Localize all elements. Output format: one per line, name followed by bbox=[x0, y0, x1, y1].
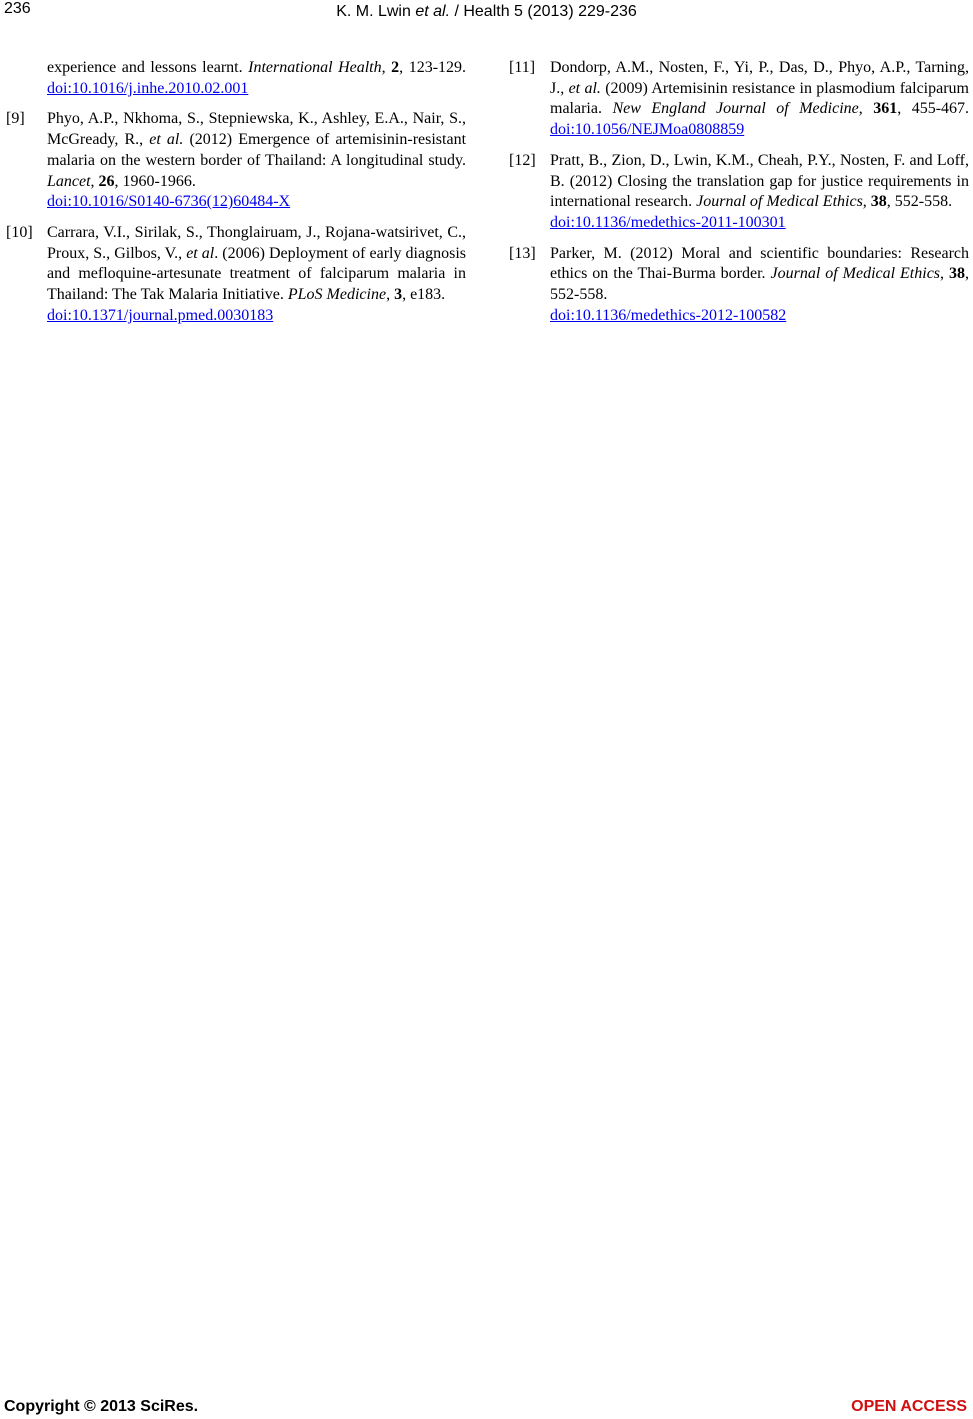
ref-text: Pratt, B., Zion, D., Lwin, K.M., Cheah, P.Y., Nosten, F. and Loff, B. (2012) Closing the translation gap for justice requirements in international research. bbox=[550, 151, 969, 211]
ref-sep: , bbox=[386, 286, 395, 304]
ref-journal: Journal of Medical Ethics bbox=[696, 193, 863, 211]
ref-number: [11] bbox=[509, 59, 536, 76]
ref-journal: Lancet bbox=[47, 172, 91, 190]
doi-link[interactable]: doi:10.1056/NEJMoa0808859 bbox=[550, 121, 745, 139]
reference-8-continuation bbox=[6, 58, 466, 99]
ref-title: (2012) Emergence of artemisinin-resistant malaria on the western border of Thailand: A longitudinal study. bbox=[47, 131, 467, 169]
ref-journal: New England Journal of Medicine bbox=[612, 100, 859, 118]
ref-number: [10] bbox=[6, 223, 33, 241]
doi-link[interactable]: doi:10.1016/j.inhe.2010.02.001 bbox=[47, 79, 249, 97]
references-left-column bbox=[6, 58, 466, 336]
doi-link[interactable]: doi:10.1136/medethics-2011-100301 bbox=[550, 213, 786, 231]
ref-journal: Journal of Medical Ethics bbox=[770, 265, 941, 283]
ref-authors: Carrara, V.I., Sirilak, S., Thonglairuam, J., Rojana-watsirivet, C., Proux, S., Gilbos, V., bbox=[47, 223, 466, 262]
doi-link[interactable]: doi:10.1136/medethics-2012-100582 bbox=[550, 306, 787, 324]
doi-link[interactable]: doi:10.1016/S0140-6736(12)60484-X bbox=[47, 193, 291, 211]
ref-pages: , e183. bbox=[402, 286, 446, 304]
doi-link[interactable]: doi:10.1371/journal.pmed.0030183 bbox=[47, 306, 274, 324]
ref-volume: 2 bbox=[391, 59, 400, 76]
ref-etal: et al bbox=[186, 244, 215, 262]
ref-title: (2009) Artemisinin resistance in plasmodium falciparum malaria. bbox=[550, 79, 969, 118]
reference-12 bbox=[509, 151, 969, 234]
header-journal: / Health 5 (2013) 229-236 bbox=[450, 3, 637, 20]
reference-11 bbox=[509, 58, 969, 141]
reference-10 bbox=[6, 223, 466, 327]
ref-authors: Phyo, A.P., Nkhoma, S., Stepniewska, K., Ashley, E.A., Nair, S., McGready, R., bbox=[47, 110, 466, 149]
ref-sep: , bbox=[381, 59, 392, 76]
ref-volume: 26 bbox=[98, 172, 115, 190]
ref-pages: , 552-558. bbox=[886, 193, 953, 211]
open-access-label: OPEN ACCESS bbox=[851, 1398, 967, 1415]
ref-authors: Dondorp, A.M., Nosten, F., Yi, P., Das, D., Phyo, A.P., Tarning, J., bbox=[550, 59, 969, 97]
ref-sep: , bbox=[862, 193, 871, 211]
copyright-notice: Copyright © 2013 SciRes. bbox=[4, 1398, 199, 1415]
ref-pages: , 455-467. bbox=[897, 100, 970, 118]
ref-journal: PLoS Medicine bbox=[287, 286, 387, 304]
references-right-column bbox=[509, 58, 969, 336]
reference-9 bbox=[6, 109, 466, 213]
ref-text: experience and lessons learnt. bbox=[47, 59, 249, 76]
ref-pages: , 552-558. bbox=[550, 265, 969, 304]
running-header bbox=[0, 3, 973, 21]
ref-text: Parker, M. (2012) Moral and scientific boundaries: Research ethics on the Thai-Burma border. bbox=[550, 244, 969, 283]
ref-sep: , bbox=[940, 265, 949, 283]
ref-pages: , 123-129. bbox=[399, 59, 467, 76]
ref-journal: International Health bbox=[248, 59, 382, 76]
ref-number: [13] bbox=[509, 244, 536, 262]
ref-title: . (2006) Deployment of early diagnosis and mefloquine-artesunate treatment of falciparum malaria in Thailand: The Tak Malaria Initiative. bbox=[47, 244, 467, 304]
ref-etal: et al. bbox=[149, 131, 184, 149]
ref-pages: , 1960-1966. bbox=[114, 172, 196, 190]
ref-sep: , bbox=[858, 100, 874, 118]
ref-sep: , bbox=[90, 172, 99, 190]
page-number: 236 bbox=[4, 0, 31, 17]
header-authors: K. M. Lwin bbox=[336, 3, 416, 20]
ref-volume: 38 bbox=[949, 265, 965, 283]
header-etal: et al. bbox=[415, 3, 451, 20]
ref-volume: 3 bbox=[394, 286, 403, 304]
ref-number: [9] bbox=[6, 110, 25, 128]
ref-number: [12] bbox=[509, 151, 536, 169]
ref-etal: et al. bbox=[568, 79, 601, 97]
ref-volume: 361 bbox=[873, 100, 898, 118]
ref-volume: 38 bbox=[870, 193, 887, 211]
reference-13 bbox=[509, 244, 969, 327]
